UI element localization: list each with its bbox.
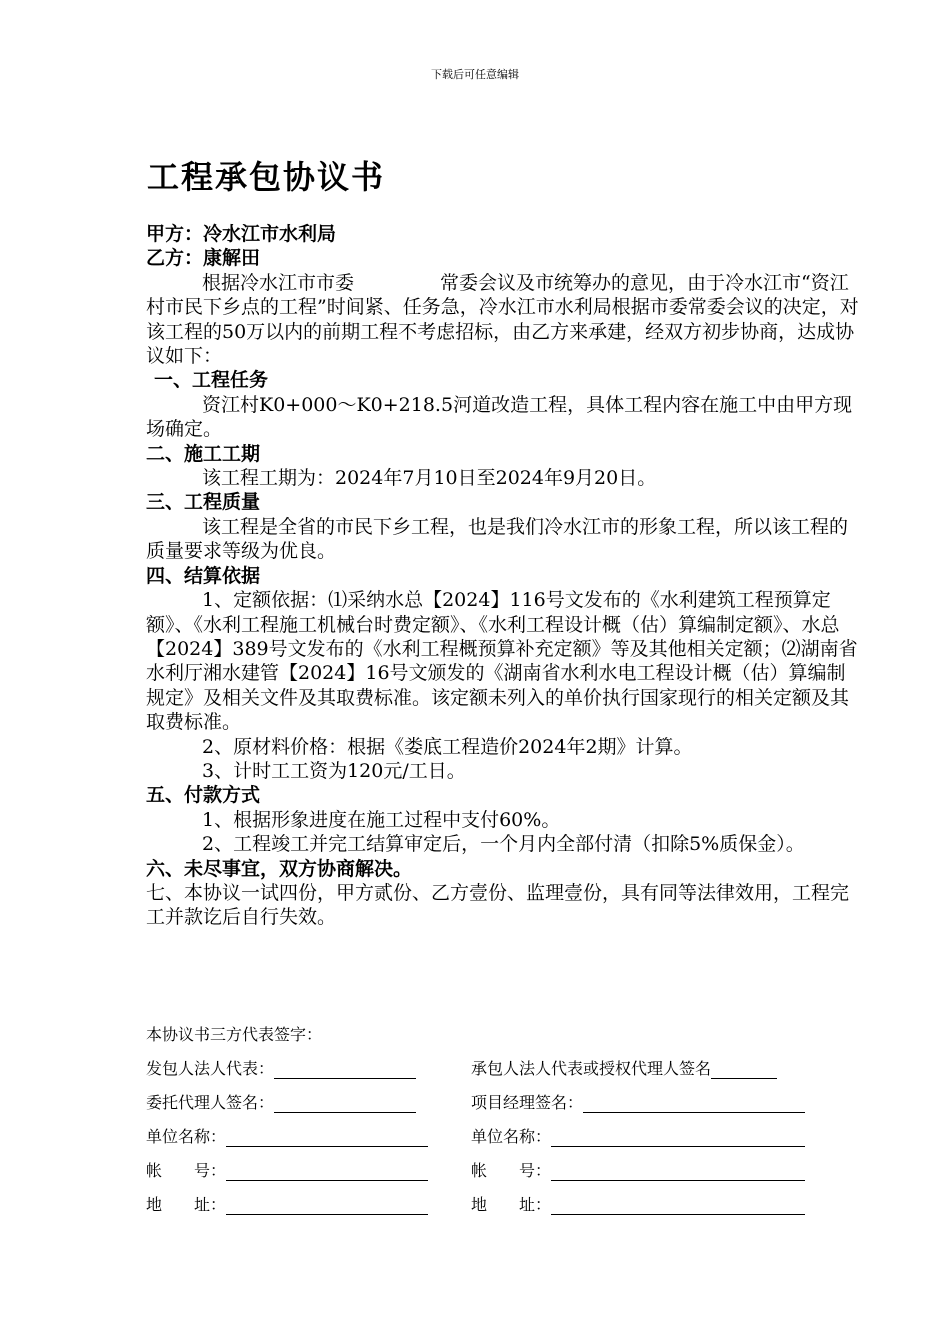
section-1-text: 资江村K0+000～K0+218.5河道改造工程，具体工程内容在施工中由甲方现场确定。 [146,393,853,441]
intro-paragraph [146,271,860,369]
contractor-account-label: 帐 号： [471,1161,552,1180]
employer-account-label: 帐 号： [146,1161,227,1180]
employer-legal-rep-label: 发包人法人代表： [146,1059,275,1078]
intro-part-2: 常委会议及市统筹办的意见，由于冷水江市“资江村市民下乡点的工程”时间紧、任务急，冷水江市水利局根据市委常委会议的决定，对该工程的50万以内的前期工程不考虑招标，由乙方来承建，经双方初步协商，达成协议如下： [146,271,859,368]
section-2-text: 该工程工期为：2024年7月10日至2024年9月20日。 [202,467,657,490]
employer-agent [146,1090,416,1113]
employer-unit [146,1124,428,1147]
section-2-heading: 二、施工工期 [146,442,261,465]
section-5-item-1: 1、根据形象进度在施工过程中支付60%。 [202,808,561,831]
party-a: 甲方：冷水江市水利局 [146,223,337,245]
contractor-account-line[interactable] [551,1164,805,1181]
contractor-legal-rep-label: 承包人法人代表或授权代理人签名 [471,1059,712,1078]
contractor-unit [471,1124,805,1147]
employer-unit-line[interactable] [226,1130,428,1147]
section-3-text: 该工程是全省的市民下乡工程，也是我们冷水江市的形象工程，所以该工程的质量要求等级为优良。 [146,515,849,563]
contractor-address-line[interactable] [551,1198,805,1215]
employer-agent-line[interactable] [274,1096,416,1113]
section-1-heading: 一、工程任务 [154,369,269,392]
employer-unit-label: 单位名称： [146,1127,227,1146]
contractor-account [471,1158,805,1181]
employer-address-line[interactable] [226,1198,428,1215]
contractor-unit-line[interactable] [551,1130,805,1147]
contractor-unit-label: 单位名称： [471,1127,552,1146]
contractor-address-label: 地 址： [471,1195,552,1214]
section-7-text: 七、本协议一试四份，甲方贰份、乙方壹份、监理壹份，具有同等法律效用，工程完工并款讫后自行失效。 [146,881,850,929]
employer-account [146,1158,428,1181]
section-4-item-3: 3、计时工工资为120元/工日。 [202,759,466,782]
section-4-item-1: 1、定额依据：⑴采纳水总【2024】116号文发布的《水利建筑工程预算定额》、《水利工程施工机械台时费定额》、《水利工程设计概（估）算编制定额》、水总【2024】389号文发布的《水利工程概预算补充定额》等及其他相关定额；⑵湖南省水利厅湘水建管【2024】16号文颁发的《湖南省水利水电工程设计概（估）算编制规定》及相关文件及其取费标准。该定额未列入的单价执行国家现行的相关定额及其取费标准。 [146,589,858,734]
document-title: 工程承包协议书 [147,158,386,196]
section-6-heading: 六、未尽事宜，双方协商解决。 [146,857,413,880]
section-3-heading: 三、工程质量 [146,491,261,514]
intro-part-1: 根据冷水江市市委 [202,271,355,294]
signature-intro: 本协议书三方代表签字： [146,1025,323,1044]
project-manager [471,1090,805,1113]
employer-legal-rep [146,1056,416,1079]
section-4-heading: 四、结算依据 [146,564,261,587]
header-note: 下载后可任意编辑 [431,68,519,81]
project-manager-label: 项目经理签名： [471,1093,584,1112]
contractor-legal-rep [471,1056,777,1079]
section-4-item-2: 2、原材料价格：根据《娄底工程造价2024年2期》计算。 [202,735,693,758]
party-b: 乙方：康解田 [146,247,261,270]
section-5-heading: 五、付款方式 [146,784,261,807]
employer-address [146,1192,428,1215]
employer-agent-label: 委托代理人签名： [146,1093,275,1112]
contractor-legal-rep-line[interactable] [711,1062,777,1079]
project-manager-line[interactable] [583,1096,805,1113]
employer-address-label: 地 址： [146,1195,227,1214]
section-5-item-2: 2、工程竣工并完工结算审定后，一个月内全部付清（扣除5%质保金）。 [202,833,805,856]
agreement-body [146,222,860,930]
employer-account-line[interactable] [226,1164,428,1181]
employer-legal-rep-line[interactable] [274,1062,416,1079]
contractor-address [471,1192,805,1215]
